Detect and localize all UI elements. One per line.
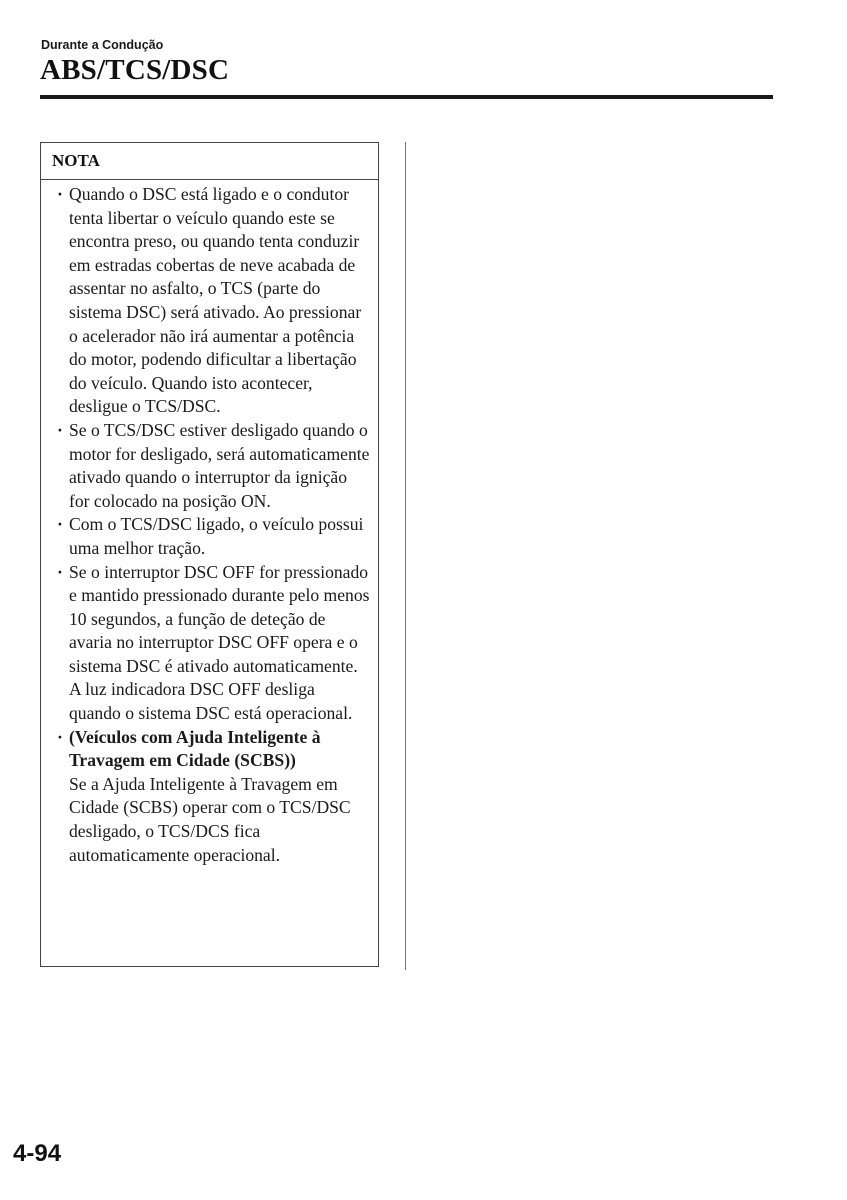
note-item-text: Se o TCS/DSC estiver desligado quando o motor for desligado, será automaticamente ativado quando o interruptor da ignição for colocado na posição ON. — [69, 419, 370, 511]
note-item — [41, 561, 378, 726]
bullet-icon: · — [57, 726, 63, 747]
note-item — [41, 726, 378, 868]
note-item — [41, 513, 378, 560]
note-item — [41, 419, 378, 513]
bullet-icon: · — [57, 184, 63, 204]
note-item-text: Com o TCS/DSC ligado, o veículo possui uma melhor tração. — [69, 514, 364, 558]
note-item-heading: (Veículos com Ajuda Inteligente à Travagem em Cidade (SCBS)) — [69, 726, 321, 771]
bullet-icon: · — [57, 514, 63, 535]
column-divider — [405, 142, 406, 970]
note-item-text: Quando o DSC está ligado e o condutor tenta libertar o veículo quando este se encontra preso, ou quando tenta conduzir em estradas cobertas de neve acabada de assentar no asfalto, o TCS (parte do sistema DSC) será ativado. Ao pressionar o acelerador não irá aumentar a potência do motor, podendo dificultar a libertação do veículo. Quando isto acontecer, desligue o TCS/DSC. — [69, 184, 362, 417]
bullet-icon: · — [57, 561, 63, 582]
page-number: 4-94 — [13, 1140, 62, 1167]
note-box — [40, 142, 379, 967]
bullet-icon: · — [57, 419, 63, 440]
note-heading: NOTA — [41, 143, 378, 180]
title-rule — [40, 95, 773, 99]
note-item-text: Se o interruptor DSC OFF for pressionado e mantido pressionado durante pelo menos 10 segundos, a função de deteção de avaria no interruptor DSC OFF opera e o sistema DSC é ativado automaticamente. A luz indicadora DSC OFF desliga quando o sistema DSC está operacional. — [69, 561, 370, 724]
note-item — [41, 183, 378, 419]
note-list — [41, 180, 378, 867]
section-label: Durante a Condução — [41, 38, 164, 52]
note-item-text: Se a Ajuda Inteligente à Travagem em Cidade (SCBS) operar com o TCS/DSC desligado, o TCS/DCS fica automaticamente operacional. — [69, 773, 351, 865]
page-title: ABS/TCS/DSC — [40, 54, 230, 86]
